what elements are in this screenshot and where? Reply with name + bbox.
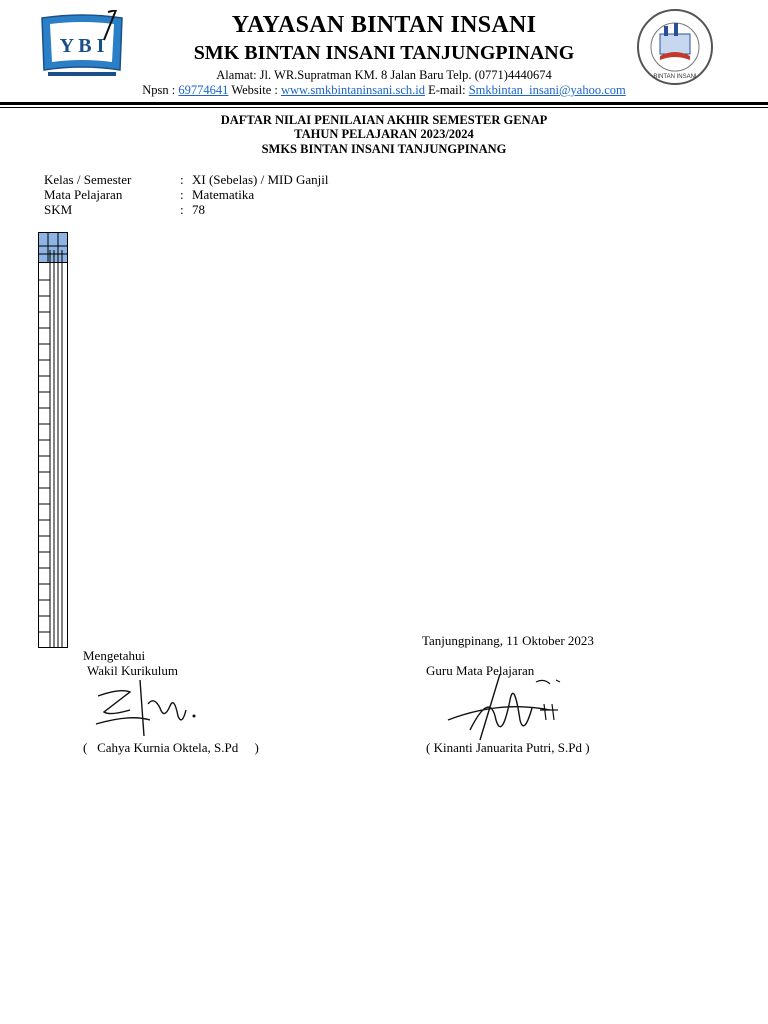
- svg-text:BINTAN INSANI: BINTAN INSANI: [653, 74, 697, 80]
- left-signature: [90, 676, 205, 746]
- foundation-name: YAYASAN BINTAN INSANI: [231, 12, 537, 38]
- npsn-link[interactable]: 69774641: [178, 83, 229, 97]
- svg-text:Y B I: Y B I: [59, 35, 105, 57]
- email-label: E-mail:: [428, 83, 466, 97]
- npsn-label: Npsn :: [142, 83, 176, 97]
- contact-line: [0, 83, 768, 98]
- academic-year: TAHUN PELAJARAN 2023/2024: [294, 127, 474, 141]
- school-subtitle: SMKS BINTAN INSANI TANJUNGPINANG: [261, 142, 507, 156]
- grade-table: [38, 232, 68, 648]
- header-divider: [0, 102, 768, 105]
- info-row-skm: [44, 202, 205, 218]
- right-signature: [440, 670, 570, 750]
- website-label: Website :: [231, 83, 278, 97]
- document-title: DAFTAR NILAI PENILAIAN AKHIR SEMESTER GENAP: [220, 113, 548, 127]
- kelas-value: XI (Sebelas) / MID Ganjil: [192, 172, 329, 187]
- email-link[interactable]: Smkbintan_insani@yahoo.com: [468, 83, 626, 97]
- colon: :: [180, 202, 184, 217]
- colon: :: [180, 187, 184, 202]
- mapel-label: Mata Pelajaran: [44, 187, 123, 202]
- table-header-cell: [39, 233, 68, 263]
- school-name: SMK BINTAN INSANI TANJUNGPINANG: [193, 42, 575, 64]
- info-row-mapel: [44, 187, 254, 203]
- table-body: [39, 263, 68, 648]
- acknowledge-label: Mengetahui: [83, 648, 146, 663]
- skm-label: SKM: [44, 202, 73, 217]
- school-address: Alamat: Jl. WR.Supratman KM. 8 Jalan Baru Telp. (0771)4440674: [216, 68, 552, 82]
- website-link[interactable]: www.smkbintaninsani.sch.id: [281, 83, 425, 97]
- right-signer-role: Guru Mata Pelajaran: [426, 663, 535, 678]
- header-divider-thin: [0, 107, 768, 108]
- colon: :: [180, 172, 184, 187]
- signature-date: Tanjungpinang, 11 Oktober 2023: [422, 633, 594, 648]
- left-signer-role: Wakil Kurikulum: [87, 663, 179, 678]
- kelas-label: Kelas / Semester: [44, 172, 132, 187]
- left-signer-name: ( Cahya Kurnia Oktela, S.Pd ): [83, 740, 259, 755]
- right-signer-name: ( Kinanti Januarita Putri, S.Pd ): [426, 740, 590, 755]
- mapel-value: Matematika: [192, 187, 255, 202]
- info-row-kelas: [44, 172, 328, 188]
- skm-value: 78: [192, 202, 205, 217]
